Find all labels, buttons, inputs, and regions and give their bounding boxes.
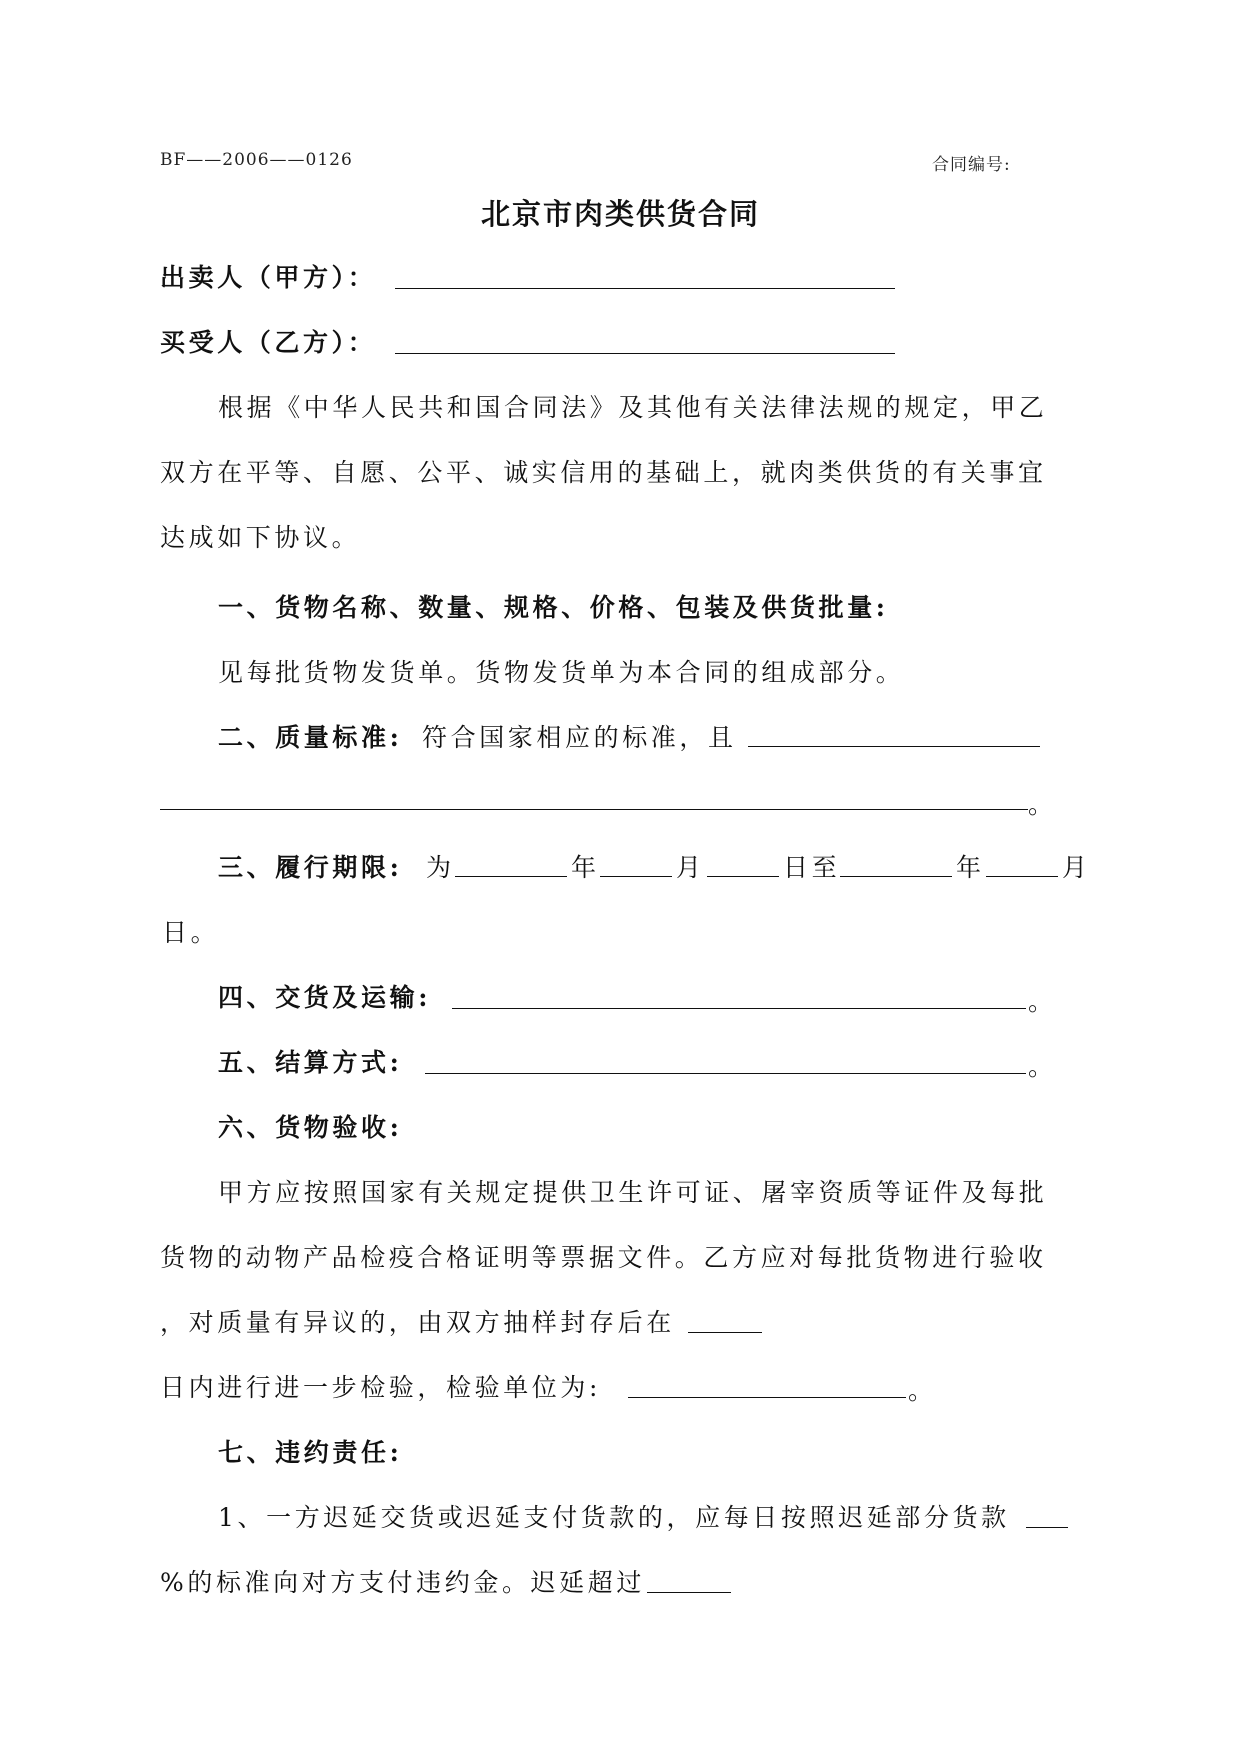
settlement-method-blank[interactable] — [425, 1073, 1026, 1074]
section-2-end: 。 — [1028, 790, 1057, 819]
section-7-line-1: 1、一方迟延交货或迟延支付货款的，应每日按照迟延部分货款 — [218, 1503, 1010, 1532]
term-day-end-text: 日。 — [162, 918, 220, 947]
term-day-to-text: 日至 — [783, 853, 841, 882]
intro-line-3: 达成如下协议。 — [160, 523, 361, 552]
seller-label: 出卖人（甲方）： — [160, 263, 377, 292]
quality-standard-blank-1[interactable] — [748, 746, 1040, 747]
start-month-blank[interactable] — [600, 876, 672, 877]
quality-standard-blank-2[interactable] — [160, 809, 1028, 810]
term-year2-text: 年 — [956, 853, 985, 882]
inspection-unit-blank[interactable] — [628, 1397, 906, 1398]
section-6-end: 。 — [908, 1376, 937, 1405]
intro-line-2: 双方在平等、自愿、公平、诚实信用的基础上，就肉类供货的有关事宜 — [160, 458, 1047, 487]
buyer-blank[interactable] — [395, 353, 895, 354]
section-5-heading: 五、结算方式: — [218, 1048, 403, 1077]
delay-days-blank[interactable] — [647, 1592, 731, 1593]
section-7-heading: 七、违约责任: — [218, 1438, 403, 1467]
section-6-line-1: 甲方应按照国家有关规定提供卫生许可证、屠宰资质等证件及每批 — [218, 1178, 1048, 1207]
document-code: BF——2006——0126 — [160, 150, 353, 170]
term-wei-text: 为 — [426, 853, 455, 882]
end-year-blank[interactable] — [840, 876, 952, 877]
section-6-line-3: ，对质量有异议的，由双方抽样封存后在 — [160, 1308, 675, 1337]
section-3-heading: 三、履行期限: — [218, 853, 403, 882]
end-month-blank[interactable] — [986, 876, 1058, 877]
term-month-text: 月 — [676, 853, 705, 882]
section-5-end: 。 — [1028, 1052, 1057, 1081]
start-year-blank[interactable] — [455, 876, 567, 877]
seller-blank[interactable] — [395, 288, 895, 289]
term-year-text: 年 — [571, 853, 600, 882]
section-2-text: 符合国家相应的标准，且 — [422, 723, 737, 752]
section-4-heading: 四、交货及运输: — [218, 983, 432, 1012]
section-7-line-2: %的标准向对方支付违约金。迟延超过 — [160, 1568, 645, 1597]
section-1-text: 见每批货物发货单。货物发货单为本合同的组成部分。 — [218, 658, 905, 687]
section-2-heading: 二、质量标准: — [218, 723, 403, 752]
intro-line-1: 根据《中华人民共和国合同法》及其他有关法律法规的规定，甲乙 — [218, 393, 1048, 422]
page-title: 北京市肉类供货合同 — [480, 197, 760, 231]
buyer-label: 买受人（乙方）： — [160, 328, 377, 357]
contract-number-label: 合同编号: — [932, 155, 1011, 175]
delivery-transport-blank[interactable] — [452, 1008, 1026, 1009]
section-6-line-4: 日内进行进一步检验，检验单位为: — [160, 1373, 602, 1402]
penalty-rate-blank[interactable] — [1026, 1527, 1068, 1528]
section-1-heading: 一、货物名称、数量、规格、价格、包装及供货批量: — [218, 593, 889, 622]
term-month2-text: 月 — [1062, 853, 1091, 882]
section-4-end: 。 — [1028, 987, 1057, 1016]
section-6-line-2: 货物的动物产品检疫合格证明等票据文件。乙方应对每批货物进行验收 — [160, 1243, 1047, 1272]
section-6-heading: 六、货物验收: — [218, 1113, 403, 1142]
inspection-days-blank[interactable] — [688, 1332, 762, 1333]
start-day-blank[interactable] — [707, 876, 779, 877]
